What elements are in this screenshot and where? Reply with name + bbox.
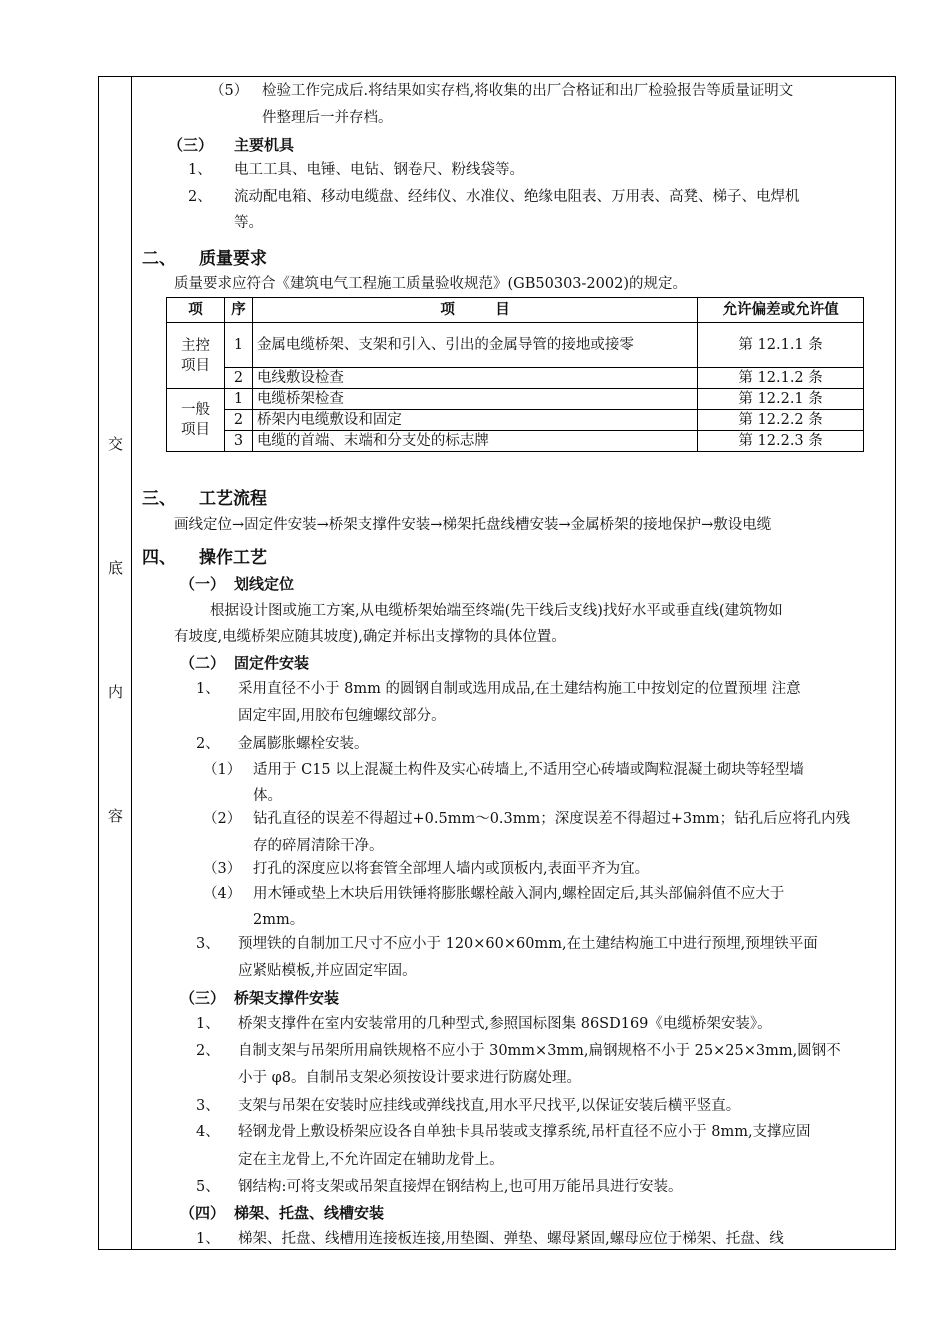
item-cell: 金属电缆桥架、支架和引入、引出的金属导管的接地或接零 [252,323,697,368]
paragraph-line: 件整理后一并存档。 [262,110,393,126]
paragraph-line: 支架与吊架在安装时应挂线或弹线找直,用水平尺找平,以保证安装后横平竖直。 [238,1098,741,1114]
paragraph-line: 有坡度,电缆桥架应随其坡度),确定并标出支撑物的具体位置。 [174,629,566,645]
item-number: 5、 [196,1179,220,1195]
section-title: 工艺流程 [199,489,267,509]
item-number: 1、 [196,1016,220,1032]
paragraph-line: 存的碎屑清除干净。 [253,838,384,854]
table-header-row [167,298,864,323]
table-header: 序 [224,298,252,323]
subsection-number: （二） [180,654,226,672]
paragraph-line: 固定牢固,用胶布包缠螺纹部分。 [238,708,446,724]
table-row [167,431,864,452]
subsection-title: 梯架、托盘、线槽安装 [234,1204,385,1222]
paragraph-line: 定在主龙骨上,不允许固定在辅助龙骨上。 [238,1152,504,1168]
subsection-number: （三） [180,989,226,1007]
column-divider [131,76,132,1250]
subsection-number: （一） [180,575,226,593]
group-cell: 主控项目 [167,323,225,389]
item-number: 1、 [196,1231,220,1247]
subsection-title: 桥架支撑件安装 [234,989,340,1007]
subsection-title: 划线定位 [234,575,295,593]
side-label-char: 容 [107,807,123,825]
item-number: 3、 [196,1098,220,1114]
subsection-title: 固定件安装 [234,654,310,672]
table-header: 项 [167,298,225,323]
seq-cell: 1 [224,323,252,368]
paragraph-line: 钢结构:可将支架或吊架直接焊在钢结构上,也可用万能吊具进行安装。 [238,1179,683,1195]
subsection-number: （三） [168,136,214,154]
paragraph-line: 应紧贴模板,并应固定牢固。 [238,963,417,979]
paragraph-line: 电工工具、电锤、电钻、钢卷尺、粉线袋等。 [234,162,524,178]
seq-cell: 3 [224,431,252,452]
item-number: （3） [203,861,242,877]
subsection-title: 主要机具 [234,136,295,154]
section-title: 质量要求 [199,249,267,269]
value-cell: 第 12.1.1 条 [698,323,864,368]
table-row [167,410,864,431]
seq-cell: 2 [224,410,252,431]
side-label-char: 内 [107,683,123,701]
item-number: 2、 [196,736,220,752]
paragraph-line: 打孔的深度应以将套管全部埋人墙内或顶板内,表面平齐为宜。 [253,861,650,877]
paragraph-line: 自制支架与吊架所用扁铁规格不应小于 30mm×3mm,扁钢规格不小于 25×25×3mm,圆钢不 [238,1043,841,1059]
paragraph-line: 适用于 C15 以上混凝土构件及实心砖墙上,不适用空心砖墙或陶粒混凝土砌块等轻型墙 [253,762,804,778]
process-flow: 画线定位→固定件安装→桥架支撑件安装→梯架托盘线槽安装→金属桥架的接地保护→敷设电缆 [174,517,772,533]
paragraph-line: 检验工作完成后.将结果如实存档,将收集的出厂合格证和出厂检验报告等质量证明文 [262,83,794,99]
side-label-char: 交 [107,435,123,453]
paragraph-line: 用木锤或垫上木块后用铁锤将膨胀螺栓敲入洞内,螺栓固定后,其头部偏斜值不应大于 [253,886,785,902]
item-cell: 电线敷设检查 [252,368,697,389]
item-number: 4、 [196,1124,220,1140]
item-number: 2、 [196,1043,220,1059]
item-number: （2） [203,811,242,827]
table-header: 项 目 [252,298,697,323]
item-number: 3、 [196,936,220,952]
item-cell: 电缆的首端、末端和分支处的标志牌 [252,431,697,452]
left-margin-column [99,77,132,1249]
item-cell: 桥架内电缆敷设和固定 [252,410,697,431]
section-title: 操作工艺 [199,548,267,568]
paragraph-line: 金属膨胀螺栓安装。 [238,736,369,752]
paragraph-line: 桥架支撑件在室内安装常用的几种型式,参照国标图集 86SD169《电缆桥架安装》。 [238,1016,772,1032]
section-intro: 质量要求应符合《建筑电气工程施工质量验收规范》(GB50303-2002)的规定。 [174,276,687,292]
item-number: 1、 [196,681,220,697]
side-label-char: 底 [107,559,123,577]
section-number: 二、 [142,249,176,269]
table-row [167,323,864,368]
item-number: 1、 [188,162,212,178]
item-number: （1） [203,762,242,778]
table-row [167,368,864,389]
value-cell: 第 12.2.2 条 [698,410,864,431]
item-cell: 电缆桥架检查 [252,389,697,410]
section-number: 四、 [142,548,176,568]
paragraph-line: 轻钢龙骨上敷设桥架应设各自单独卡具吊装或支撑系统,吊杆直径不应小于 8mm,支撑应固 [238,1124,811,1140]
seq-cell: 2 [224,368,252,389]
group-cell: 一般项目 [167,389,225,452]
paragraph-line: 流动配电箱、移动电缆盘、经纬仪、水准仪、绝缘电阻表、万用表、高凳、梯子、电焊机 [234,189,800,205]
quality-table [166,297,864,452]
value-cell: 第 12.2.3 条 [698,431,864,452]
paragraph-line: 小于 φ8。自制吊支架必须按设计要求进行防腐处理。 [238,1070,581,1086]
paragraph-line: 预埋铁的自制加工尺寸不应小于 120×60×60mm,在土建结构施工中进行预埋,预埋铁平面 [238,936,818,952]
value-cell: 第 12.1.2 条 [698,368,864,389]
paragraph-line: 等。 [234,215,263,231]
section-number: 三、 [142,489,176,509]
paragraph-line: 梯架、托盘、线槽用连接板连接,用垫圈、弹垫、螺母紧固,螺母应位于梯架、托盘、线 [238,1231,784,1247]
value-cell: 第 12.2.1 条 [698,389,864,410]
paragraph-line: 采用直径不小于 8mm 的圆钢自制或选用成品,在土建结构施工中按划定的位置预埋 注意 [238,681,801,697]
seq-cell: 1 [224,389,252,410]
item-number: （5） [210,83,249,99]
item-number: 2、 [188,189,212,205]
paragraph-line: 根据设计图或施工方案,从电缆桥架始端至终端(先干线后支线)找好水平或垂直线(建筑物如 [210,603,783,619]
item-number: （4） [203,886,242,902]
table-header: 允许偏差或允许值 [698,298,864,323]
paragraph-line: 2mm。 [253,912,305,928]
paragraph-line: 钻孔直径的误差不得超过+0.5mm～0.3mm；深度误差不得超过+3mm；钻孔后应将孔内残 [253,811,851,827]
subsection-number: （四） [180,1204,226,1222]
paragraph-line: 体。 [253,788,282,804]
table-row [167,389,864,410]
